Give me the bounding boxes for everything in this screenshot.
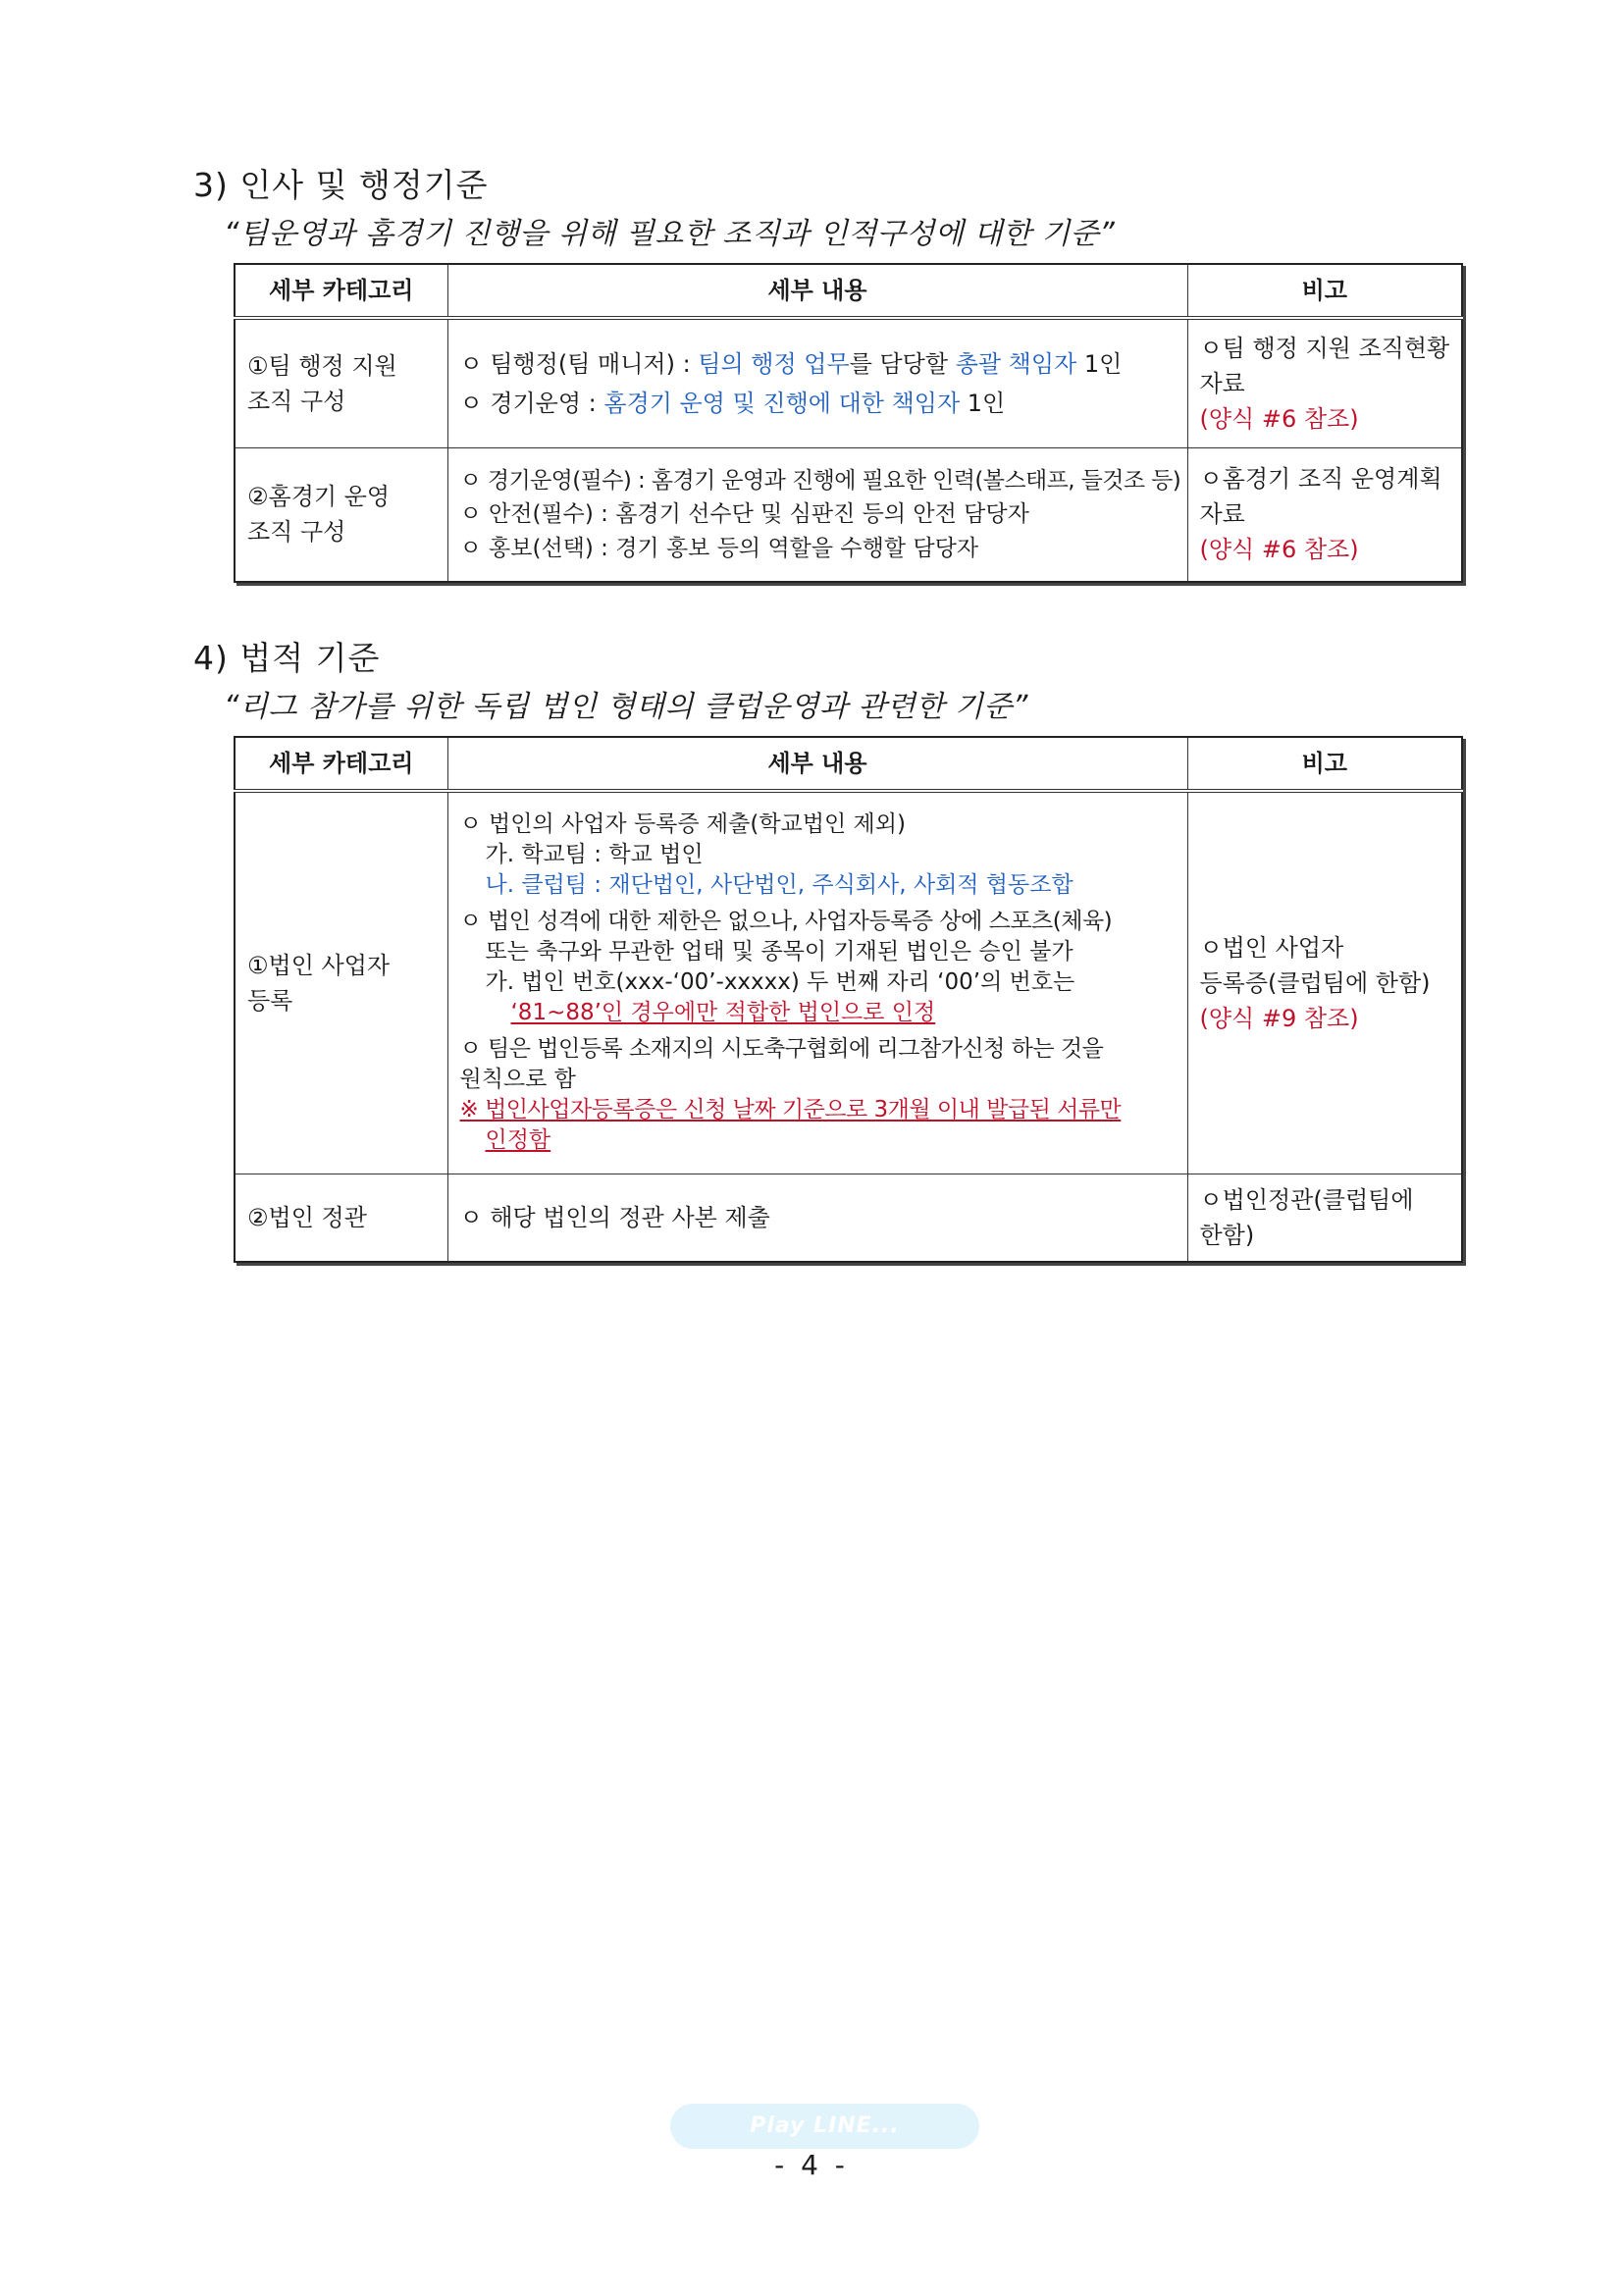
form-reference: (양식 #9 참조) — [1199, 1004, 1359, 1032]
note-cell — [1187, 447, 1462, 582]
content-line: 인정함 — [485, 1127, 551, 1154]
category-line: 조직 구성 — [247, 387, 346, 415]
content-cell — [447, 1174, 1187, 1262]
text: 를 담당할 — [849, 349, 956, 378]
note-line: 자료 — [1199, 500, 1245, 529]
category-line: 조직 구성 — [247, 518, 346, 547]
category-cell: ②법인 정관 — [235, 1174, 447, 1262]
content-cell — [447, 447, 1187, 582]
content-line: ‘81~88’인 경우에만 적합한 법인으로 인정 — [510, 1000, 936, 1026]
category-line: ②홈경기 운영 — [247, 483, 391, 511]
note-cell — [1187, 1174, 1462, 1262]
content-line: ㅇ 법인 성격에 대한 제한은 없으나, 사업자등록증 상에 스포츠(체육) — [459, 909, 1113, 935]
header-content: 세부 내용 — [447, 264, 1187, 318]
table-header-row — [235, 264, 1462, 318]
table-row — [235, 1174, 1462, 1262]
highlight-text: 총괄 책임자 — [955, 349, 1077, 378]
text: ㅇ 경기운영 : — [459, 389, 604, 417]
table-row — [235, 791, 1462, 1174]
text: 1인 — [1076, 349, 1123, 378]
content-cell — [447, 318, 1187, 447]
category-line: ①법인 사업자 — [247, 951, 391, 979]
category-cell — [235, 447, 447, 582]
category-cell — [235, 791, 447, 1174]
content-line — [460, 346, 1176, 382]
category-cell — [235, 318, 447, 447]
form-reference: (양식 #6 참조) — [1199, 404, 1359, 433]
section-4-title: 4) 법적 기준 — [193, 639, 381, 677]
content-line: 나. 클럽팀 : 재단법인, 사단법인, 주식회사, 사회적 협동조합 — [485, 872, 1073, 899]
note-line: ㅇ법인 사업자 — [1199, 933, 1344, 962]
content-line: ㅇ 팀은 법인등록 소재지의 시도축구협회에 리그참가신청 하는 것을 — [459, 1036, 1104, 1063]
text: 1인 — [960, 389, 1006, 417]
note-cell — [1187, 318, 1462, 447]
hr-admin-table — [234, 263, 1463, 583]
content-line: ㅇ 법인의 사업자 등록증 제출(학교법인 제외) — [459, 810, 906, 837]
note-line: 한함) — [1199, 1221, 1255, 1249]
content-line: ㅇ 안전(필수) : 홈경기 선수단 및 심판진 등의 안전 담당자 — [459, 501, 1029, 527]
content-line: 또는 축구와 무관한 업태 및 종목이 기재된 법인은 승인 불가 — [485, 939, 1073, 965]
note-cell — [1187, 791, 1462, 1174]
header-note: 비고 — [1187, 264, 1462, 318]
table-row — [235, 447, 1462, 582]
section-3-subtitle: “팀운영과 홈경기 진행을 위해 필요한 조직과 인적구성에 대한 기준” — [224, 217, 1116, 251]
highlight-text: 팀의 행정 업무 — [698, 349, 850, 378]
table-row — [235, 318, 1462, 447]
form-reference: (양식 #6 참조) — [1199, 536, 1359, 564]
note-line: 자료 — [1199, 369, 1245, 397]
header-note: 비고 — [1187, 737, 1462, 791]
note-line: ㅇ법인정관(클럽팀에 — [1199, 1185, 1414, 1214]
header-category: 세부 카테고리 — [235, 737, 447, 791]
legal-table — [234, 736, 1463, 1263]
content-cell — [447, 791, 1187, 1174]
category-line: ①팀 행정 지원 — [247, 351, 397, 380]
table-header-row — [235, 737, 1462, 791]
header-content: 세부 내용 — [447, 737, 1187, 791]
content-line: ㅇ 경기운영(필수) : 홈경기 운영과 진행에 필요한 인력(볼스태프, 들것조 등) — [459, 467, 1181, 494]
section-3-title: 3) 인사 및 행정기준 — [193, 166, 489, 204]
note-line: ㅇ팀 행정 지원 조직현황 — [1199, 334, 1450, 362]
content-line — [460, 386, 1176, 421]
note-line: ㅇ홈경기 조직 운영계획 — [1199, 465, 1442, 494]
text: ㅇ 팀행정(팀 매니저) : — [459, 349, 699, 378]
content-line: ※ 법인사업자등록증은 신청 날짜 기준으로 3개월 이내 발급된 서류만 — [459, 1097, 1122, 1123]
page-number: - 4 - — [774, 2149, 849, 2181]
content-line: ㅇ 해당 법인의 정관 사본 제출 — [459, 1203, 770, 1231]
header-category: 세부 카테고리 — [235, 264, 447, 318]
category-line: 등록 — [247, 986, 293, 1015]
section-4-subtitle: “리그 참가를 위한 독립 법인 형태의 클럽운영과 관련한 기준” — [224, 690, 1028, 724]
footer-watermark: Play LINE... — [670, 2104, 979, 2149]
content-line: 가. 법인 번호(xxx-‘00’-xxxxx) 두 번째 자리 ‘00’의 번호는 — [485, 969, 1075, 996]
highlight-text: 홈경기 운영 및 진행에 대한 책임자 — [603, 389, 961, 417]
content-line: 원칙으로 함 — [459, 1067, 576, 1093]
content-line: 가. 학교팀 : 학교 법인 — [485, 842, 704, 868]
content-line: ㅇ 홍보(선택) : 경기 홍보 등의 역할을 수행할 담당자 — [459, 535, 979, 561]
note-line: 등록증(클럽팀에 한함) — [1199, 968, 1431, 997]
